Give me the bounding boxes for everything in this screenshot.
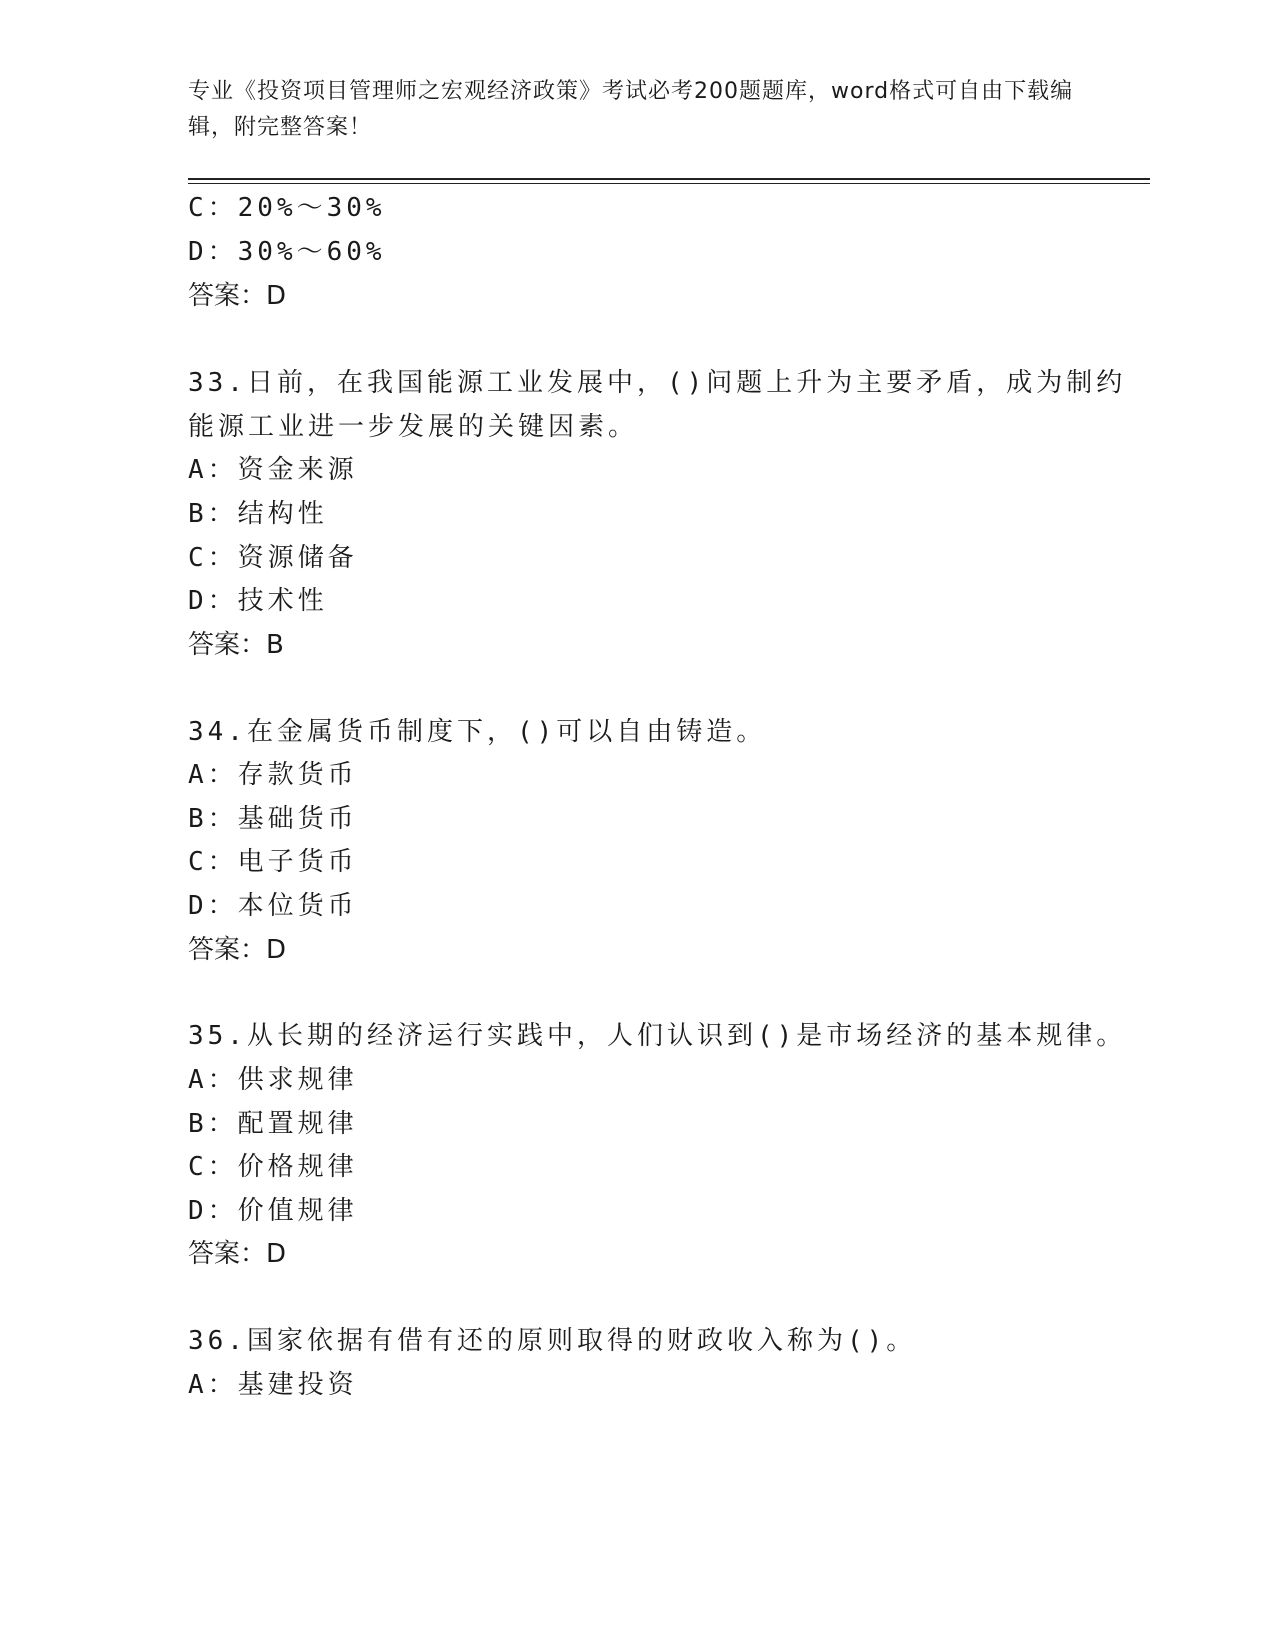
option-b: B：配置规律 bbox=[188, 1109, 358, 1139]
option-b: B：结构性 bbox=[188, 499, 328, 529]
option-b: B：基础货币 bbox=[188, 804, 358, 834]
question-stem: 35.从长期的经济运行实践中，人们认识到()是市场经济的基本规律。 bbox=[188, 1021, 1127, 1051]
option-c: C：资源储备 bbox=[188, 543, 358, 573]
option-a: A：存款货币 bbox=[188, 760, 358, 790]
question-stem: 36.国家依据有借有还的原则取得的财政收入称为()。 bbox=[188, 1326, 917, 1356]
option-a: A：基建投资 bbox=[188, 1370, 358, 1400]
header-rule-thick bbox=[188, 178, 1150, 180]
option-c: C：20%～30% bbox=[188, 193, 386, 223]
header-rule-thin bbox=[188, 183, 1150, 184]
option-a: A：供求规律 bbox=[188, 1065, 358, 1095]
answer-line: 答案：D bbox=[188, 1239, 287, 1269]
question-stem-continued: 能源工业进一步发展的关键因素。 bbox=[188, 412, 639, 442]
option-d: D：价值规律 bbox=[188, 1196, 358, 1226]
answer-line: 答案：D bbox=[188, 935, 287, 965]
question-stem: 33.日前，在我国能源工业发展中，()问题上升为主要矛盾，成为制约 bbox=[188, 368, 1127, 398]
option-d: D：30%～60% bbox=[188, 237, 386, 267]
option-a: A：资金来源 bbox=[188, 455, 358, 485]
answer-line: 答案：B bbox=[188, 630, 284, 660]
option-c: C：价格规律 bbox=[188, 1152, 358, 1182]
question-stem: 34.在金属货币制度下，()可以自由铸造。 bbox=[188, 717, 767, 747]
option-c: C：电子货币 bbox=[188, 847, 358, 877]
document-header: 专业《投资项目管理师之宏观经济政策》考试必考200题题库，word格式可自由下载编辑，附完整答案！ bbox=[188, 79, 1074, 140]
answer-line: 答案：D bbox=[188, 281, 287, 311]
option-d: D：本位货币 bbox=[188, 891, 358, 921]
option-d: D：技术性 bbox=[188, 586, 328, 616]
